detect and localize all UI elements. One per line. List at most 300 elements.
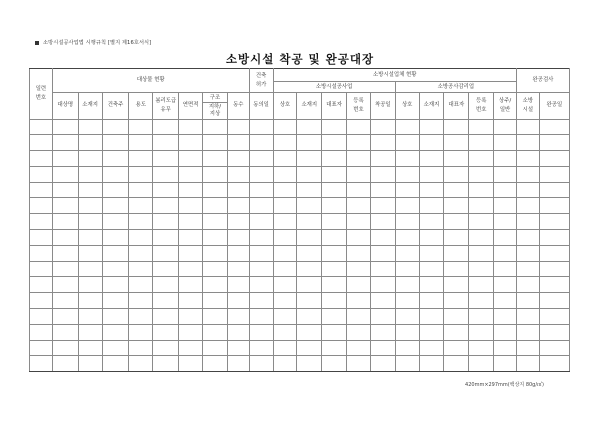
- table-cell[interactable]: [52, 356, 78, 372]
- table-cell[interactable]: [273, 293, 297, 309]
- table-cell[interactable]: [129, 356, 153, 372]
- table-cell[interactable]: [249, 214, 273, 230]
- table-cell[interactable]: [322, 324, 347, 340]
- table-cell[interactable]: [249, 277, 273, 293]
- table-cell[interactable]: [469, 198, 494, 214]
- table-cell[interactable]: [102, 340, 129, 356]
- table-cell[interactable]: [153, 166, 179, 182]
- table-cell[interactable]: [78, 340, 102, 356]
- table-cell[interactable]: [52, 135, 78, 151]
- table-cell[interactable]: [494, 340, 517, 356]
- table-cell[interactable]: [52, 166, 78, 182]
- table-cell[interactable]: [273, 277, 297, 293]
- table-cell[interactable]: [444, 119, 469, 135]
- table-cell[interactable]: [249, 151, 273, 167]
- table-cell[interactable]: [539, 182, 569, 198]
- table-cell[interactable]: [78, 166, 102, 182]
- table-cell[interactable]: [419, 245, 444, 261]
- table-cell[interactable]: [539, 198, 569, 214]
- table-cell[interactable]: [153, 151, 179, 167]
- table-cell[interactable]: [129, 261, 153, 277]
- table-cell[interactable]: [539, 340, 569, 356]
- table-cell[interactable]: [179, 166, 203, 182]
- table-cell[interactable]: [203, 166, 228, 182]
- table-cell[interactable]: [539, 261, 569, 277]
- table-cell[interactable]: [297, 261, 322, 277]
- table-cell[interactable]: [469, 230, 494, 246]
- table-cell[interactable]: [297, 198, 322, 214]
- table-cell[interactable]: [179, 245, 203, 261]
- table-cell[interactable]: [179, 230, 203, 246]
- table-cell[interactable]: [347, 166, 371, 182]
- table-cell[interactable]: [297, 245, 322, 261]
- table-cell[interactable]: [273, 309, 297, 325]
- table-cell[interactable]: [322, 245, 347, 261]
- table-cell[interactable]: [395, 151, 419, 167]
- table-cell[interactable]: [30, 277, 53, 293]
- table-cell[interactable]: [78, 293, 102, 309]
- table-cell[interactable]: [469, 309, 494, 325]
- table-cell[interactable]: [273, 245, 297, 261]
- table-cell[interactable]: [494, 198, 517, 214]
- table-cell[interactable]: [102, 356, 129, 372]
- table-cell[interactable]: [494, 151, 517, 167]
- table-cell[interactable]: [419, 182, 444, 198]
- table-cell[interactable]: [52, 119, 78, 135]
- table-cell[interactable]: [347, 151, 371, 167]
- table-cell[interactable]: [249, 356, 273, 372]
- table-cell[interactable]: [153, 356, 179, 372]
- table-cell[interactable]: [395, 135, 419, 151]
- table-cell[interactable]: [494, 293, 517, 309]
- table-cell[interactable]: [102, 182, 129, 198]
- table-cell[interactable]: [78, 214, 102, 230]
- table-cell[interactable]: [516, 340, 539, 356]
- table-cell[interactable]: [395, 293, 419, 309]
- table-cell[interactable]: [370, 356, 395, 372]
- table-cell[interactable]: [494, 230, 517, 246]
- table-cell[interactable]: [179, 356, 203, 372]
- table-cell[interactable]: [179, 198, 203, 214]
- table-cell[interactable]: [129, 309, 153, 325]
- table-cell[interactable]: [179, 261, 203, 277]
- table-cell[interactable]: [469, 277, 494, 293]
- table-cell[interactable]: [227, 356, 249, 372]
- table-cell[interactable]: [153, 277, 179, 293]
- table-cell[interactable]: [203, 324, 228, 340]
- table-cell[interactable]: [273, 198, 297, 214]
- table-cell[interactable]: [30, 261, 53, 277]
- table-cell[interactable]: [52, 340, 78, 356]
- table-cell[interactable]: [78, 245, 102, 261]
- table-cell[interactable]: [297, 166, 322, 182]
- table-cell[interactable]: [227, 277, 249, 293]
- table-cell[interactable]: [249, 182, 273, 198]
- table-cell[interactable]: [419, 293, 444, 309]
- table-cell[interactable]: [322, 182, 347, 198]
- table-cell[interactable]: [444, 309, 469, 325]
- table-cell[interactable]: [494, 182, 517, 198]
- table-cell[interactable]: [494, 135, 517, 151]
- table-cell[interactable]: [153, 293, 179, 309]
- table-cell[interactable]: [347, 119, 371, 135]
- table-cell[interactable]: [539, 245, 569, 261]
- table-cell[interactable]: [395, 277, 419, 293]
- table-cell[interactable]: [203, 230, 228, 246]
- table-cell[interactable]: [395, 166, 419, 182]
- table-cell[interactable]: [52, 309, 78, 325]
- table-cell[interactable]: [419, 230, 444, 246]
- table-cell[interactable]: [78, 230, 102, 246]
- table-cell[interactable]: [52, 293, 78, 309]
- table-cell[interactable]: [227, 230, 249, 246]
- table-cell[interactable]: [203, 198, 228, 214]
- table-cell[interactable]: [129, 293, 153, 309]
- table-cell[interactable]: [297, 340, 322, 356]
- table-cell[interactable]: [419, 356, 444, 372]
- table-cell[interactable]: [494, 309, 517, 325]
- table-cell[interactable]: [516, 245, 539, 261]
- table-cell[interactable]: [370, 135, 395, 151]
- table-cell[interactable]: [539, 214, 569, 230]
- table-cell[interactable]: [78, 277, 102, 293]
- table-cell[interactable]: [469, 214, 494, 230]
- table-cell[interactable]: [419, 340, 444, 356]
- table-cell[interactable]: [469, 151, 494, 167]
- table-cell[interactable]: [30, 214, 53, 230]
- table-cell[interactable]: [102, 214, 129, 230]
- table-cell[interactable]: [444, 293, 469, 309]
- table-cell[interactable]: [297, 230, 322, 246]
- table-cell[interactable]: [203, 340, 228, 356]
- table-cell[interactable]: [347, 245, 371, 261]
- table-cell[interactable]: [516, 214, 539, 230]
- table-cell[interactable]: [52, 182, 78, 198]
- table-cell[interactable]: [539, 324, 569, 340]
- table-cell[interactable]: [129, 230, 153, 246]
- table-cell[interactable]: [539, 151, 569, 167]
- table-cell[interactable]: [347, 340, 371, 356]
- table-cell[interactable]: [273, 214, 297, 230]
- table-cell[interactable]: [30, 324, 53, 340]
- table-cell[interactable]: [129, 119, 153, 135]
- table-cell[interactable]: [494, 356, 517, 372]
- table-cell[interactable]: [322, 198, 347, 214]
- table-cell[interactable]: [322, 119, 347, 135]
- table-cell[interactable]: [322, 261, 347, 277]
- table-cell[interactable]: [494, 119, 517, 135]
- table-cell[interactable]: [539, 309, 569, 325]
- table-cell[interactable]: [179, 151, 203, 167]
- table-cell[interactable]: [347, 293, 371, 309]
- table-cell[interactable]: [273, 230, 297, 246]
- table-cell[interactable]: [273, 324, 297, 340]
- table-cell[interactable]: [227, 198, 249, 214]
- table-cell[interactable]: [273, 119, 297, 135]
- table-cell[interactable]: [203, 214, 228, 230]
- table-cell[interactable]: [395, 182, 419, 198]
- table-cell[interactable]: [249, 198, 273, 214]
- table-cell[interactable]: [469, 245, 494, 261]
- table-cell[interactable]: [249, 309, 273, 325]
- table-cell[interactable]: [52, 151, 78, 167]
- table-cell[interactable]: [370, 293, 395, 309]
- table-cell[interactable]: [102, 245, 129, 261]
- table-cell[interactable]: [30, 198, 53, 214]
- table-cell[interactable]: [516, 356, 539, 372]
- table-cell[interactable]: [153, 340, 179, 356]
- table-cell[interactable]: [444, 245, 469, 261]
- table-cell[interactable]: [469, 293, 494, 309]
- table-cell[interactable]: [444, 324, 469, 340]
- table-cell[interactable]: [444, 261, 469, 277]
- table-cell[interactable]: [347, 214, 371, 230]
- table-cell[interactable]: [78, 182, 102, 198]
- table-cell[interactable]: [539, 119, 569, 135]
- table-cell[interactable]: [203, 245, 228, 261]
- table-cell[interactable]: [129, 151, 153, 167]
- table-cell[interactable]: [78, 198, 102, 214]
- table-cell[interactable]: [203, 309, 228, 325]
- table-cell[interactable]: [516, 261, 539, 277]
- table-cell[interactable]: [102, 151, 129, 167]
- table-cell[interactable]: [30, 135, 53, 151]
- table-cell[interactable]: [419, 198, 444, 214]
- table-cell[interactable]: [444, 340, 469, 356]
- table-cell[interactable]: [102, 277, 129, 293]
- table-cell[interactable]: [129, 214, 153, 230]
- table-cell[interactable]: [273, 182, 297, 198]
- table-cell[interactable]: [78, 135, 102, 151]
- table-cell[interactable]: [153, 182, 179, 198]
- table-cell[interactable]: [370, 198, 395, 214]
- table-cell[interactable]: [153, 309, 179, 325]
- table-cell[interactable]: [102, 119, 129, 135]
- table-cell[interactable]: [444, 151, 469, 167]
- table-cell[interactable]: [273, 356, 297, 372]
- table-cell[interactable]: [203, 277, 228, 293]
- table-cell[interactable]: [494, 214, 517, 230]
- table-cell[interactable]: [419, 261, 444, 277]
- table-cell[interactable]: [322, 340, 347, 356]
- table-cell[interactable]: [539, 166, 569, 182]
- table-cell[interactable]: [30, 230, 53, 246]
- table-cell[interactable]: [444, 198, 469, 214]
- table-cell[interactable]: [273, 151, 297, 167]
- table-cell[interactable]: [370, 324, 395, 340]
- table-cell[interactable]: [179, 119, 203, 135]
- table-cell[interactable]: [102, 198, 129, 214]
- table-cell[interactable]: [102, 324, 129, 340]
- table-cell[interactable]: [179, 182, 203, 198]
- table-cell[interactable]: [153, 245, 179, 261]
- table-cell[interactable]: [179, 277, 203, 293]
- table-cell[interactable]: [129, 277, 153, 293]
- table-cell[interactable]: [469, 166, 494, 182]
- table-cell[interactable]: [78, 261, 102, 277]
- table-cell[interactable]: [102, 135, 129, 151]
- table-cell[interactable]: [78, 151, 102, 167]
- table-cell[interactable]: [227, 293, 249, 309]
- table-cell[interactable]: [179, 135, 203, 151]
- table-cell[interactable]: [370, 166, 395, 182]
- table-cell[interactable]: [395, 245, 419, 261]
- table-cell[interactable]: [370, 309, 395, 325]
- table-cell[interactable]: [516, 309, 539, 325]
- table-cell[interactable]: [419, 324, 444, 340]
- table-cell[interactable]: [227, 261, 249, 277]
- table-cell[interactable]: [419, 277, 444, 293]
- table-cell[interactable]: [444, 166, 469, 182]
- table-cell[interactable]: [249, 119, 273, 135]
- table-cell[interactable]: [322, 166, 347, 182]
- table-cell[interactable]: [370, 245, 395, 261]
- table-cell[interactable]: [444, 135, 469, 151]
- table-cell[interactable]: [203, 119, 228, 135]
- table-cell[interactable]: [203, 293, 228, 309]
- table-cell[interactable]: [249, 230, 273, 246]
- table-cell[interactable]: [129, 340, 153, 356]
- table-cell[interactable]: [322, 293, 347, 309]
- table-cell[interactable]: [297, 293, 322, 309]
- table-cell[interactable]: [203, 151, 228, 167]
- table-cell[interactable]: [30, 182, 53, 198]
- table-cell[interactable]: [102, 166, 129, 182]
- table-cell[interactable]: [516, 324, 539, 340]
- table-cell[interactable]: [395, 119, 419, 135]
- table-cell[interactable]: [52, 214, 78, 230]
- table-cell[interactable]: [469, 340, 494, 356]
- table-cell[interactable]: [444, 356, 469, 372]
- table-cell[interactable]: [395, 230, 419, 246]
- table-cell[interactable]: [469, 135, 494, 151]
- table-cell[interactable]: [395, 261, 419, 277]
- table-cell[interactable]: [347, 277, 371, 293]
- table-cell[interactable]: [516, 198, 539, 214]
- table-cell[interactable]: [249, 166, 273, 182]
- table-cell[interactable]: [249, 135, 273, 151]
- table-cell[interactable]: [273, 340, 297, 356]
- table-cell[interactable]: [249, 245, 273, 261]
- table-cell[interactable]: [297, 182, 322, 198]
- table-cell[interactable]: [153, 324, 179, 340]
- table-cell[interactable]: [419, 119, 444, 135]
- table-cell[interactable]: [30, 119, 53, 135]
- table-cell[interactable]: [30, 309, 53, 325]
- table-cell[interactable]: [516, 151, 539, 167]
- table-cell[interactable]: [102, 230, 129, 246]
- table-cell[interactable]: [347, 309, 371, 325]
- table-cell[interactable]: [30, 245, 53, 261]
- table-cell[interactable]: [469, 119, 494, 135]
- table-cell[interactable]: [153, 261, 179, 277]
- table-cell[interactable]: [179, 324, 203, 340]
- table-cell[interactable]: [52, 245, 78, 261]
- table-cell[interactable]: [227, 324, 249, 340]
- table-cell[interactable]: [78, 309, 102, 325]
- table-cell[interactable]: [516, 230, 539, 246]
- table-cell[interactable]: [419, 135, 444, 151]
- table-cell[interactable]: [370, 261, 395, 277]
- table-cell[interactable]: [227, 340, 249, 356]
- table-cell[interactable]: [370, 277, 395, 293]
- table-cell[interactable]: [30, 293, 53, 309]
- table-cell[interactable]: [444, 214, 469, 230]
- table-cell[interactable]: [30, 356, 53, 372]
- table-cell[interactable]: [179, 214, 203, 230]
- table-cell[interactable]: [297, 135, 322, 151]
- table-cell[interactable]: [347, 198, 371, 214]
- table-cell[interactable]: [347, 135, 371, 151]
- table-cell[interactable]: [539, 135, 569, 151]
- table-cell[interactable]: [539, 293, 569, 309]
- table-cell[interactable]: [395, 214, 419, 230]
- table-cell[interactable]: [516, 135, 539, 151]
- table-cell[interactable]: [322, 277, 347, 293]
- table-cell[interactable]: [227, 214, 249, 230]
- table-cell[interactable]: [227, 309, 249, 325]
- table-cell[interactable]: [539, 356, 569, 372]
- table-cell[interactable]: [469, 324, 494, 340]
- table-cell[interactable]: [539, 277, 569, 293]
- table-cell[interactable]: [297, 277, 322, 293]
- table-cell[interactable]: [395, 198, 419, 214]
- table-cell[interactable]: [370, 214, 395, 230]
- table-cell[interactable]: [30, 166, 53, 182]
- table-cell[interactable]: [322, 151, 347, 167]
- table-cell[interactable]: [370, 119, 395, 135]
- table-cell[interactable]: [297, 214, 322, 230]
- table-cell[interactable]: [370, 230, 395, 246]
- table-cell[interactable]: [494, 245, 517, 261]
- table-cell[interactable]: [395, 309, 419, 325]
- table-cell[interactable]: [322, 135, 347, 151]
- table-cell[interactable]: [203, 182, 228, 198]
- table-cell[interactable]: [78, 356, 102, 372]
- table-cell[interactable]: [129, 324, 153, 340]
- table-cell[interactable]: [78, 119, 102, 135]
- table-cell[interactable]: [273, 135, 297, 151]
- table-cell[interactable]: [395, 324, 419, 340]
- table-cell[interactable]: [153, 214, 179, 230]
- table-cell[interactable]: [179, 309, 203, 325]
- table-cell[interactable]: [469, 261, 494, 277]
- table-cell[interactable]: [52, 230, 78, 246]
- table-cell[interactable]: [370, 340, 395, 356]
- table-cell[interactable]: [227, 135, 249, 151]
- table-cell[interactable]: [494, 277, 517, 293]
- table-cell[interactable]: [227, 119, 249, 135]
- table-cell[interactable]: [419, 309, 444, 325]
- table-cell[interactable]: [102, 309, 129, 325]
- table-cell[interactable]: [419, 166, 444, 182]
- table-cell[interactable]: [249, 293, 273, 309]
- table-cell[interactable]: [129, 135, 153, 151]
- table-cell[interactable]: [370, 182, 395, 198]
- table-cell[interactable]: [297, 119, 322, 135]
- table-cell[interactable]: [153, 135, 179, 151]
- table-cell[interactable]: [273, 166, 297, 182]
- table-cell[interactable]: [52, 198, 78, 214]
- table-cell[interactable]: [102, 293, 129, 309]
- table-cell[interactable]: [249, 324, 273, 340]
- table-cell[interactable]: [102, 261, 129, 277]
- table-cell[interactable]: [516, 166, 539, 182]
- table-cell[interactable]: [347, 356, 371, 372]
- table-cell[interactable]: [322, 214, 347, 230]
- table-cell[interactable]: [347, 324, 371, 340]
- table-cell[interactable]: [129, 166, 153, 182]
